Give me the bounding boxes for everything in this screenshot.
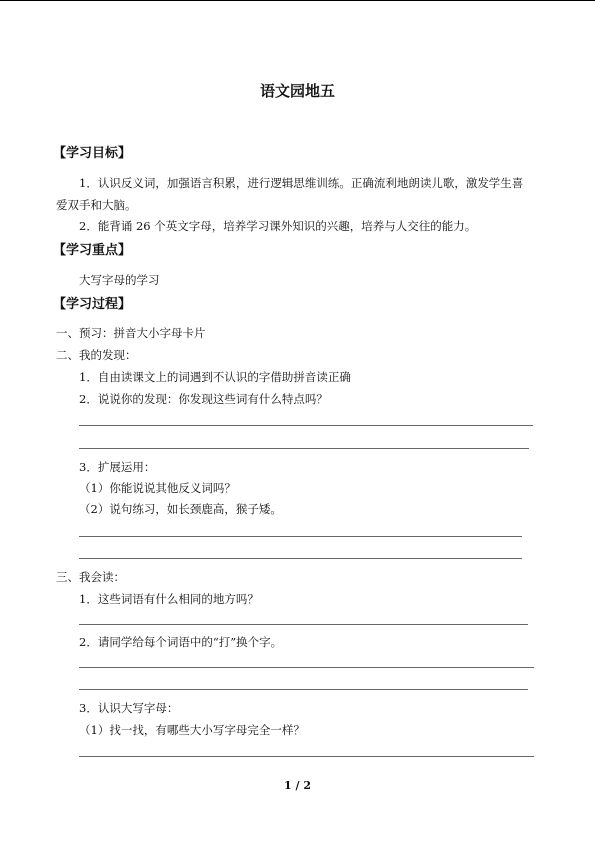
section-heading-goals: 【学习目标】 (53, 146, 132, 161)
answer-line (79, 536, 522, 537)
goal-item-2: 2．能背诵 26 个英文字母，培养学习课外知识的兴趣，培养与人交往的能力。 (79, 219, 477, 233)
process-step-3: 三、我会读： (56, 570, 125, 584)
header-rule (0, 0, 595, 1)
process-step-2-3: 3．扩展运用： (79, 460, 156, 474)
page-number: 1 / 2 (284, 779, 311, 792)
process-step-2-3-1: （1）你能说说其他反义词吗？ (79, 481, 236, 495)
goal-item-1-line-1: 1．认识反义词，加强语言积累，进行逻辑思维训练。正确流利地朗读儿歌，激发学生喜 (79, 176, 524, 190)
section-heading-process: 【学习过程】 (53, 297, 132, 312)
answer-line (79, 667, 534, 668)
answer-line (79, 624, 528, 625)
answer-line (79, 558, 522, 559)
process-step-3-3: 3．认识大写字母： (79, 701, 179, 715)
answer-line (79, 689, 528, 690)
process-step-3-3-1: （1）找一找，有哪些大小写字母完全一样？ (79, 723, 305, 737)
process-step-2-3-2: （2）说句练习，如长颈鹿高，猴子矮。 (79, 502, 282, 516)
section-heading-key: 【学习重点】 (53, 243, 132, 258)
process-step-2-2: 2．说说你的发现：你发现这些词有什么特点吗？ (79, 392, 328, 406)
process-step-3-1: 1．这些词语有什么相同的地方吗？ (79, 592, 259, 606)
answer-line (79, 448, 529, 449)
process-step-3-2: 2．请同学给每个词语中的“打”换个字。 (79, 635, 283, 649)
page-title: 语文园地五 (259, 82, 335, 100)
goal-item-1-line-2: 爱双手和大脑。 (56, 198, 137, 212)
process-step-2: 二、我的发现： (56, 348, 137, 362)
key-point-text: 大写字母的学习 (79, 273, 160, 287)
answer-line (79, 756, 534, 757)
answer-line (79, 425, 533, 426)
process-step-2-1: 1．自由读课文上的词遇到不认识的字借助拼音读正确 (79, 370, 351, 384)
process-step-1: 一、预习：拼音大小字母卡片 (56, 326, 206, 340)
